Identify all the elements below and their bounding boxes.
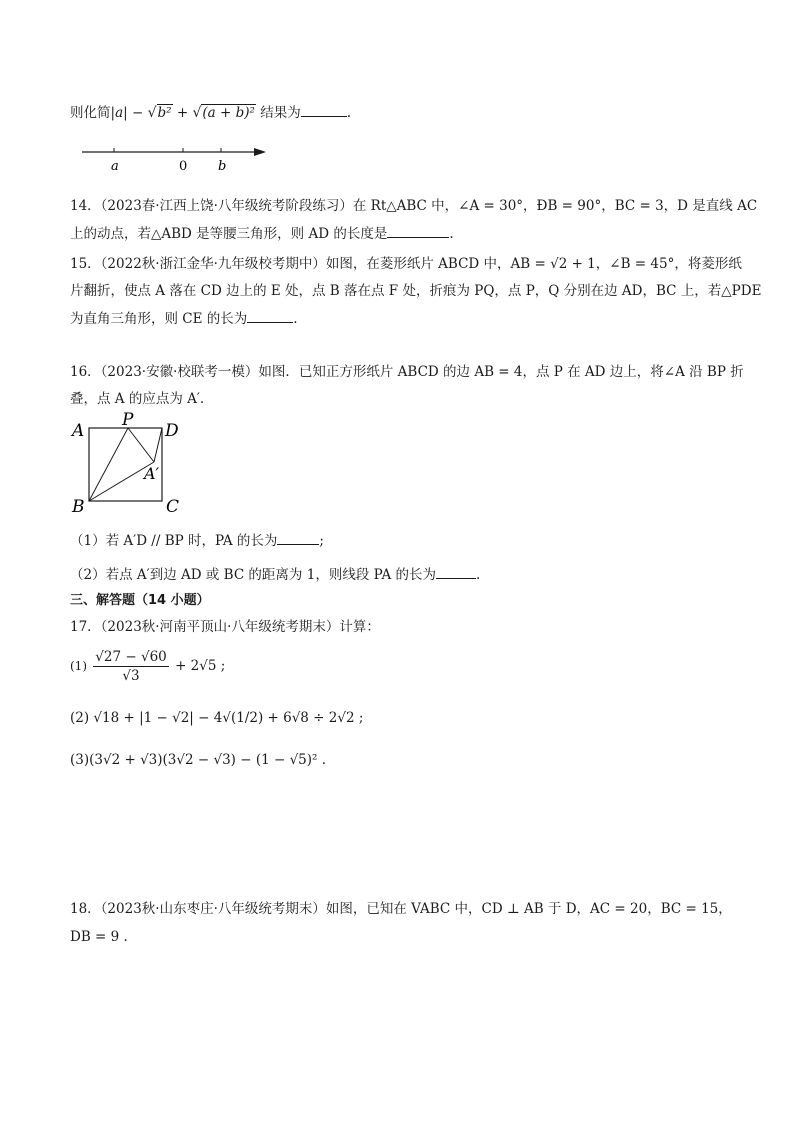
radical-icon: √ [147,105,157,121]
answer-blank [436,564,476,579]
sqrt-ab2: (a + b)² [202,105,255,121]
label-P: P [122,412,134,430]
q15-line2: 片翻折，使点 A 落在 CD 边上的 E 处，点 B 落在点 F 处，折痕为 PQ，点 P，Q 分别在边 AD，BC 上，若△PDE [70,283,762,299]
q18-line2: DB = 9 . [70,929,128,945]
plus-sign: + [176,105,189,121]
q17-part3: (3)(3√2 + √3)(3√2 − √3) − (1 − √5)² . [70,752,327,768]
number-line-figure [78,138,278,176]
q16-line2: 叠，点 A 的应点为 A′. [70,391,205,407]
answer-blank [387,223,449,238]
section-heading: 三、解答题（14 小题） [70,593,210,608]
q16-square-figure [68,412,198,520]
q13-suffix: 结果为 [260,105,301,121]
label-a: a [111,159,119,174]
q16-sub2: （2）若点 A′到边 AD 或 BC 的距离为 1，则线段 PA 的长为 . [70,564,480,585]
minus-sign: − [131,105,144,121]
q18-line1: 18．（2023秋·山东枣庄·八年级统考期末）如图，已知在 VABC 中，CD ⊥ AB 于 D，AC = 20，BC = 15， [70,901,732,917]
label-A-prime: A′ [144,464,160,483]
q17-part1: (1) $\frac{√27 - √60}{√3}$ + 2√5 ; [70,649,226,684]
q17-part2: (2) √18 + |1 − √2| − 4√(1/2) + 6√8 ÷ 2√2 ; [70,710,364,726]
q16-sub1: （1）若 A′D // BP 时，PA 的长为 ; [70,530,324,551]
q17-fraction: $\frac{√27 - √60}{√3}$ [95,649,167,684]
q15-line3: 为直角三角形，则 CE 的长为 . [70,308,298,329]
arrow-right-icon [254,148,266,156]
label-D: D [165,421,179,441]
sqrt-b2: b² [157,105,172,121]
segment-pa-prime [128,428,154,462]
q13-expression-line: 则化简|a| − √b² + √(a + b)² 结果为 . [70,102,351,123]
q15-line1: 15．（2022秋·浙江金华·九年级校考期中）如图，在菱形纸片 ABCD 中，AB = √2 + 1，∠B = 45°，将菱形纸 [70,256,742,272]
segment-bp [89,428,128,501]
label-b: b [218,159,227,174]
label-A: A [72,421,85,441]
label-0: 0 [179,159,188,174]
label-B: B [72,497,85,517]
answer-blank [247,308,293,323]
q14-line2: 上的动点，若△ABD 是等腰三角形，则 AD 的长度是 . [70,223,454,244]
answer-blank [277,530,319,545]
radical-icon: √ [192,105,202,121]
label-C: C [166,497,180,517]
answer-blank [301,102,347,117]
segment-a-prime-d [154,428,162,462]
q13-prefix: 则化简 [70,105,111,121]
q17-line1: 17．（2023秋·河南平顶山·八年级统考期末）计算： [70,619,380,635]
q16-line1: 16．（2023·安徽·校联考一模）如图．已知正方形纸片 ABCD 的边 AB = 4，点 P 在 AD 边上，将∠A 沿 BP 折 [70,364,744,380]
q14-line1: 14．（2023春·江西上饶·八年级统考阶段练习）在 Rt△ABC 中，∠A = 30°，ÐB = 90°，BC = 3，D 是直线 AC [70,198,758,214]
abs-a: |a| [110,105,128,121]
